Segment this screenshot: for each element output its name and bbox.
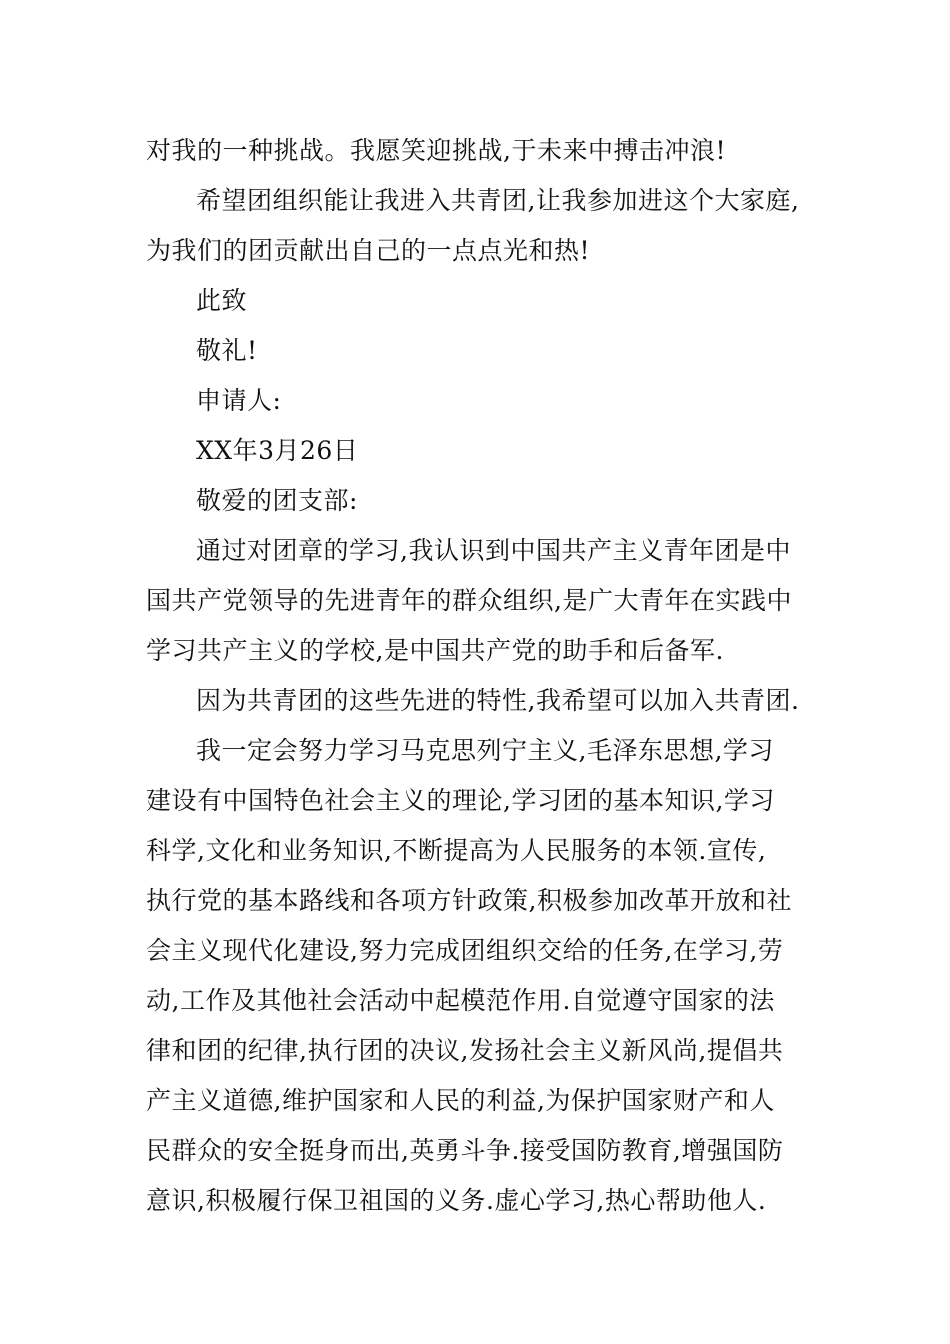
text-line: 为我们的团贡献出自己的一点点光和热! — [146, 236, 591, 265]
text-line: 我一定会努力学习马克思列宁主义,毛泽东思想,学习 — [196, 736, 774, 765]
text-line: 对我的一种挑战。我愿笑迎挑战,于未来中搏击冲浪! — [146, 136, 726, 165]
text-line: 学习共产主义的学校,是中国共产党的助手和后备军. — [146, 636, 724, 665]
text-line: 希望团组织能让我进入共青团,让我参加进这个大家庭, — [196, 186, 800, 215]
text-line: 律和团的纪律,执行团的决议,发扬社会主义新风尚,提倡共 — [146, 1036, 784, 1065]
text-line: 产主义道德,维护国家和人民的利益,为保护国家财产和人 — [146, 1086, 775, 1115]
text-line: 民群众的安全挺身而出,英勇斗争.接受国防教育,增强国防 — [146, 1136, 784, 1165]
salutation-regards: 敬礼! — [196, 336, 258, 365]
greeting-line: 敬爱的团支部: — [196, 486, 358, 515]
applicant-label: 申请人: — [196, 386, 282, 415]
text-line: 会主义现代化建设,努力完成团组织交给的任务,在学习,劳 — [146, 936, 784, 965]
text-line: 执行党的基本路线和各项方针政策,积极参加改革开放和社 — [146, 886, 792, 915]
text-line: 动,工作及其他社会活动中起模范作用.自觉遵守国家的法 — [146, 986, 775, 1015]
text-line: 国共产党领导的先进青年的群众组织,是广大青年在实践中 — [146, 586, 792, 615]
text-line: 科学,文化和业务知识,不断提高为人民服务的本领.宣传, — [146, 836, 767, 865]
salutation-closing: 此致 — [196, 286, 248, 315]
text-line: 建设有中国特色社会主义的理论,学习团的基本知识,学习 — [146, 786, 775, 815]
text-line: 因为共青团的这些先进的特性,我希望可以加入共青团. — [196, 686, 800, 715]
text-line: 意识,积极履行保卫祖国的义务.虚心学习,热心帮助他人. — [146, 1186, 767, 1215]
text-line: 通过对团章的学习,我认识到中国共产主义青年团是中 — [196, 536, 791, 565]
date-line: XX年3月26日 — [196, 436, 359, 465]
